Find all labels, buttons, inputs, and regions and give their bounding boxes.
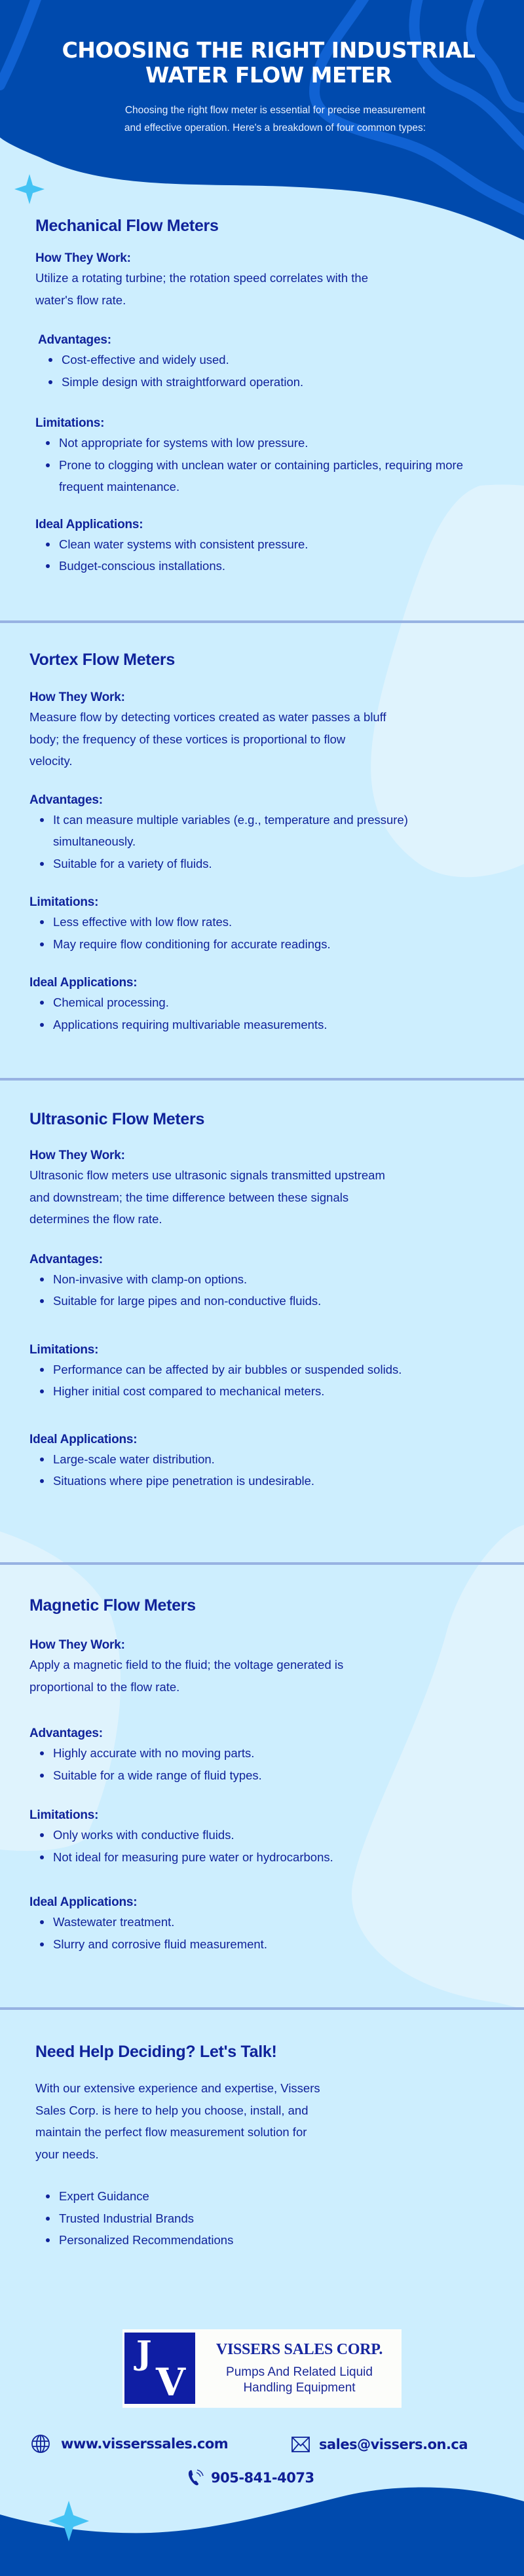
envelope-icon: [291, 2436, 310, 2453]
page-subtitle: [92, 101, 458, 137]
text-line: your needs.: [35, 2147, 99, 2161]
limitations-list: [35, 432, 481, 498]
subtitle-line-2: and effective operation. Here's a breakdown of four common types:: [124, 122, 426, 134]
cta-section: [35, 2041, 441, 2251]
tagline-line-2: Handling Equipment: [243, 2381, 356, 2395]
how-they-work-text: [29, 706, 495, 772]
globe-icon: [31, 2434, 50, 2454]
advantages-label: Advantages:: [38, 333, 111, 347]
title-line-1: CHOOSING THE RIGHT INDUSTRIAL: [62, 37, 476, 63]
cta-title: Need Help Deciding? Let's Talk!: [35, 2043, 277, 2061]
list-item: Situations where pipe penetration is undesirable.: [29, 1470, 495, 1492]
text-line: determines the flow rate.: [29, 1212, 162, 1226]
limitations-label: Limitations:: [29, 1808, 99, 1822]
advantages-label: Advantages:: [29, 1252, 103, 1266]
list-item: Only works with conductive fluids.: [29, 1824, 495, 1846]
limitations-list: [29, 1824, 495, 1868]
section-ultrasonic: [29, 1108, 495, 1492]
section-divider: [0, 1078, 524, 1081]
how-they-work-label: How They Work:: [29, 1149, 125, 1162]
contact-email[interactable]: [291, 2436, 468, 2453]
section-title: Ultrasonic Flow Meters: [29, 1110, 205, 1128]
limitations-label: Limitations:: [35, 416, 105, 430]
list-item: Applications requiring multivariable measurements.: [29, 1014, 495, 1036]
text-line: and downstream; the time difference between these signals: [29, 1190, 349, 1204]
list-item: Suitable for a wide range of fluid types.: [29, 1764, 495, 1787]
how-they-work-text: [29, 1654, 495, 1698]
list-item: Chemical processing.: [29, 992, 495, 1014]
list-item: Clean water systems with consistent pressure.: [35, 533, 494, 556]
list-item: Budget-conscious installations.: [35, 555, 494, 577]
text-line: water's flow rate.: [35, 293, 126, 307]
text-line: proportional to the flow rate.: [29, 1679, 180, 1694]
list-item: Highly accurate with no moving parts.: [29, 1742, 495, 1764]
logo-monogram: [124, 2333, 195, 2404]
how-they-work-label: How They Work:: [35, 251, 131, 265]
company-logo: [122, 2329, 402, 2408]
email-link[interactable]: sales@vissers.on.ca: [319, 2437, 468, 2452]
list-item: It can measure multiple variables (e.g., temperature and pressure) simultaneously.: [29, 809, 436, 853]
limitations-label: Limitations:: [29, 895, 99, 909]
text-line: velocity.: [29, 754, 73, 768]
text-line: Apply a magnetic field to the fluid; the voltage generated is: [29, 1658, 344, 1672]
section-divider: [0, 620, 524, 623]
tagline-line-1: Pumps And Related Liquid: [226, 2365, 373, 2379]
list-item: Personalized Recommendations: [35, 2229, 441, 2251]
list-item: Prone to clogging with unclean water or containing particles, requiring more frequent maintenance.: [35, 454, 481, 498]
section-divider: [0, 1562, 524, 1565]
section-vortex: [29, 649, 495, 1035]
list-item: Not appropriate for systems with low pressure.: [35, 432, 481, 454]
advantages-label: Advantages:: [29, 1726, 103, 1740]
how-they-work-text: [35, 267, 494, 311]
list-item: Higher initial cost compared to mechanical meters.: [29, 1380, 462, 1403]
section-divider: [0, 2007, 524, 2010]
advantages-list: [29, 809, 436, 875]
list-item: Slurry and corrosive fluid measurement.: [29, 1933, 495, 1956]
list-item: Not ideal for measuring pure water or hydrocarbons.: [29, 1846, 495, 1869]
applications-list: [29, 1448, 495, 1492]
ideal-applications-label: Ideal Applications:: [35, 517, 143, 531]
section-mechanical: [35, 215, 494, 577]
text-line: maintain the perfect flow measurement solution for: [35, 2125, 307, 2139]
section-title: Mechanical Flow Meters: [35, 217, 219, 235]
text-line: With our extensive experience and expertise, Vissers: [35, 2081, 320, 2095]
cta-benefits-list: [35, 2185, 441, 2251]
list-item: May require flow conditioning for accurate readings.: [29, 933, 495, 956]
list-item: Suitable for a variety of fluids.: [29, 853, 436, 875]
phone-icon: [187, 2469, 204, 2487]
logo-tagline: [201, 2365, 398, 2396]
text-line: Measure flow by detecting vortices created as water passes a bluff: [29, 710, 386, 724]
list-item: Wastewater treatment.: [29, 1911, 495, 1933]
limitations-list: [29, 1359, 462, 1403]
advantages-list: [38, 349, 494, 393]
applications-list: [29, 992, 495, 1035]
ideal-applications-label: Ideal Applications:: [29, 1895, 138, 1909]
text-line: body; the frequency of these vortices is proportional to flow: [29, 732, 346, 746]
list-item: Expert Guidance: [35, 2185, 441, 2208]
ideal-applications-label: Ideal Applications:: [29, 976, 138, 990]
logo-monogram-v: V: [156, 2360, 186, 2405]
title-line-2: WATER FLOW METER: [145, 62, 392, 88]
list-item: Less effective with low flow rates.: [29, 911, 495, 933]
phone-number[interactable]: 905-841-4073: [211, 2470, 314, 2486]
advantages-list: [29, 1268, 495, 1312]
section-magnetic: [29, 1594, 495, 1955]
list-item: Non-invasive with clamp-on options.: [29, 1268, 495, 1291]
applications-list: [29, 1911, 495, 1955]
how-they-work-label: How They Work:: [29, 1638, 125, 1652]
text-line: Utilize a rotating turbine; the rotation speed correlates with the: [35, 271, 369, 285]
list-item: Simple design with straightforward operation.: [38, 371, 494, 393]
limitations-label: Limitations:: [29, 1342, 99, 1357]
text-line: Ultrasonic flow meters use ultrasonic signals transmitted upstream: [29, 1168, 385, 1182]
logo-company-name: VISSERS SALES CORP.: [215, 2341, 383, 2358]
cta-body: [35, 2077, 441, 2165]
how-they-work-text: [29, 1164, 495, 1230]
section-title: Magnetic Flow Meters: [29, 1596, 196, 1615]
applications-list: [35, 533, 494, 577]
subtitle-line-1: Choosing the right flow meter is essential for precise measurement: [124, 105, 426, 116]
list-item: Large-scale water distribution.: [29, 1448, 495, 1471]
advantages-list: [29, 1742, 495, 1786]
logo-monogram-j: J: [136, 2333, 152, 2372]
list-item: Cost-effective and widely used.: [38, 349, 494, 371]
limitations-list: [29, 911, 495, 955]
sparkle-icon: [14, 174, 45, 204]
advantages-label: Advantages:: [29, 793, 103, 807]
ideal-applications-label: Ideal Applications:: [29, 1432, 138, 1446]
section-title: Vortex Flow Meters: [29, 651, 175, 669]
list-item: Suitable for large pipes and non-conductive fluids.: [29, 1290, 495, 1312]
website-link[interactable]: www.visserssales.com: [61, 2436, 229, 2452]
how-they-work-label: How They Work:: [29, 690, 125, 704]
sparkle-icon: [48, 2501, 89, 2541]
list-item: Trusted Industrial Brands: [35, 2208, 441, 2230]
contact-phone[interactable]: [187, 2469, 314, 2487]
text-line: Sales Corp. is here to help you choose, install, and: [35, 2103, 309, 2117]
page-title: [39, 38, 498, 88]
list-item: Performance can be affected by air bubbles or suspended solids.: [29, 1359, 462, 1381]
contact-website[interactable]: [31, 2434, 228, 2454]
